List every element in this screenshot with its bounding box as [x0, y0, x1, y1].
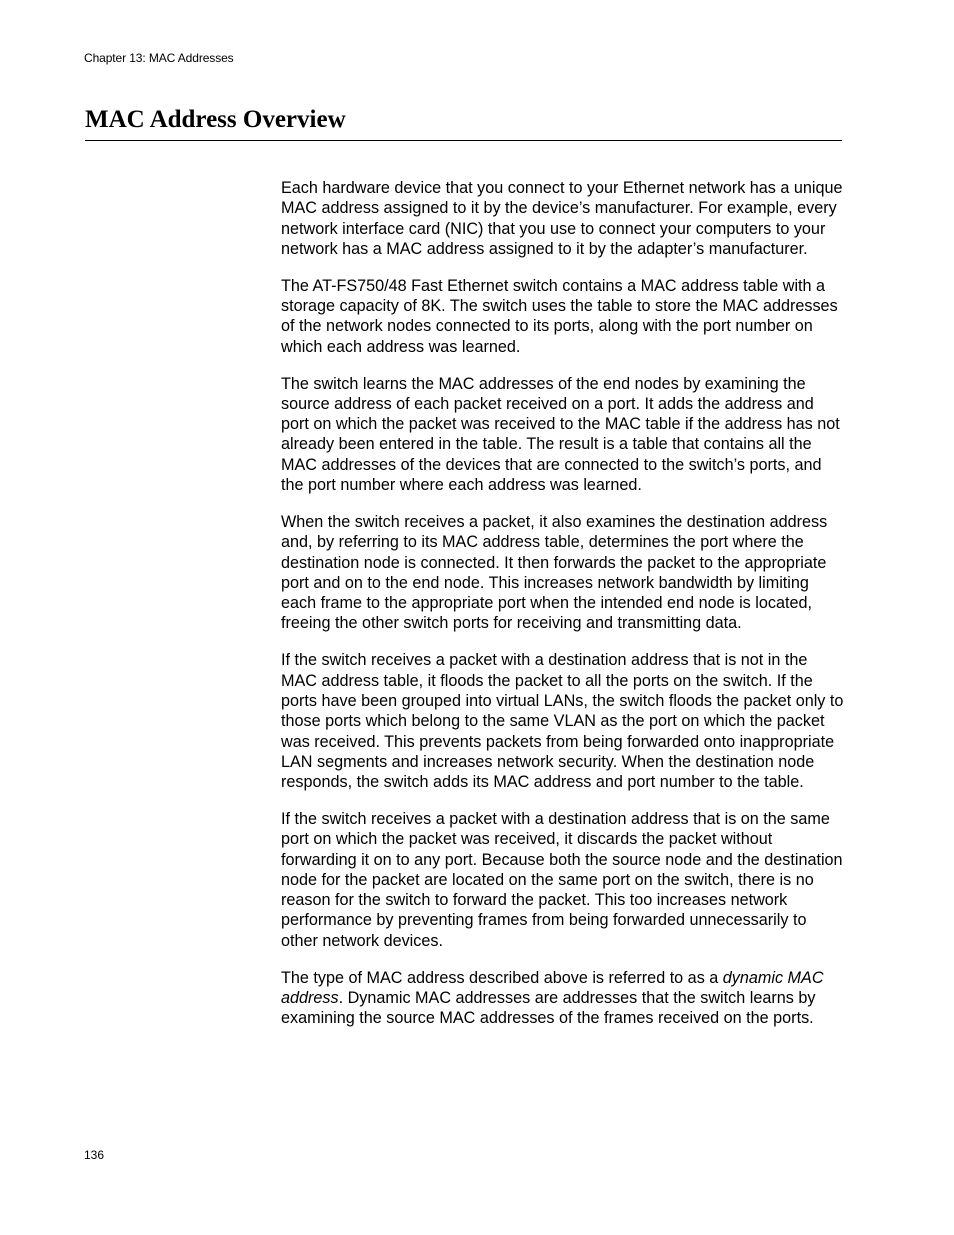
dynamic-mac-text-after: . Dynamic MAC addresses are addresses that the switch learns by examining the source MAC addresses of the frames received on the ports. [281, 988, 816, 1028]
paragraph-dynamic-mac [281, 968, 846, 1029]
paragraph-mac-intro: Each hardware device that you connect to your Ethernet network has a unique MAC address assigned to it by the device’s manufacturer. For example, every network interface card (NIC) that you use to connect your computers to your network has a MAC address assigned to it by the adapter’s manufacturer. [281, 179, 843, 258]
title-rule [85, 140, 842, 141]
body-text [281, 178, 846, 1045]
paragraph-mac-table: The AT-FS750/48 Fast Ethernet switch contains a MAC address table with a storage capacity of 8K. The switch uses the table to store the MAC addresses of the network nodes connected to its ports, along with the port number on which each address was learned. [281, 276, 838, 356]
page-number: 136 [84, 1148, 105, 1162]
paragraph-discarding: If the switch receives a packet with a destination address that is on the same port on which the packet was received, it discards the packet without forwarding it on to any port. Because both the source node and the destination node for the packet are located on the same port on the switch, there is no reason for the switch to forward the packet. This too increases network performance by preventing frames from being forwarded unnecessarily to other network devices. [281, 809, 843, 950]
paragraph-flooding: If the switch receives a packet with a destination address that is not in the MAC address table, it floods the packet to all the ports on the switch. If the ports have been grouped into virtual LANs, the switch floods the packet only to those ports which belong to the same VLAN as the port on which the packet was received. This prevents packets from being forwarded onto inappropriate LAN segments and increases network security. When the destination node responds, the switch adds its MAC address and port number to the table. [281, 651, 844, 792]
paragraph-learning: The switch learns the MAC addresses of the end nodes by examining the source address of each packet received on a port. It adds the address and port on which the packet was received to the MAC table if the address has not already been entered in the table. The result is a table that contains all the MAC addresses of the devices that are connected to the switch’s ports, and the port number where each address was learned. [281, 374, 840, 495]
section-title: MAC Address Overview [85, 106, 346, 133]
running-header: Chapter 13: MAC Addresses [84, 51, 234, 65]
dynamic-mac-term: dynamic MAC address [281, 968, 824, 1007]
dynamic-mac-text-before: The type of MAC address described above is referred to as a [281, 968, 723, 987]
paragraph-forwarding: When the switch receives a packet, it also examines the destination address and, by referring to its MAC address table, determines the port where the destination node is connected. It then forwards the packet to the appropriate port and on to the end node. This increases network bandwidth by limiting each frame to the appropriate port when the intended end node is located, freeing the other switch ports for receiving and transmitting data. [281, 512, 828, 633]
